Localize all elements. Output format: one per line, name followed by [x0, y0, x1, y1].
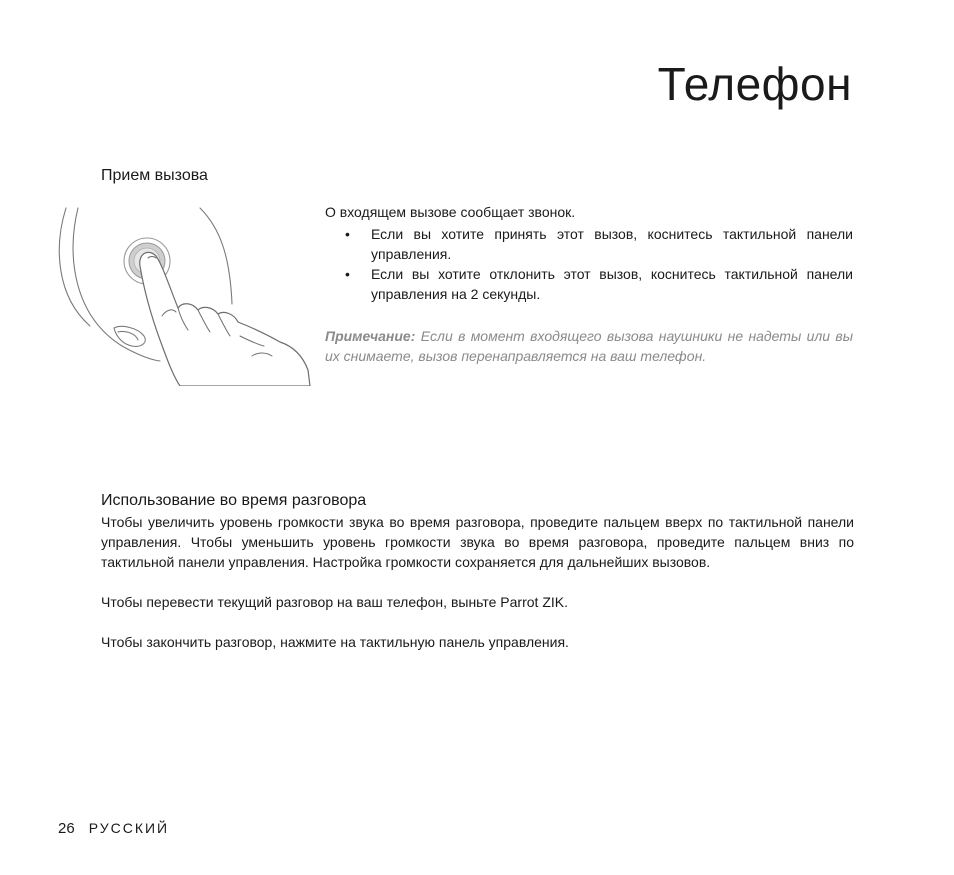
note — [325, 326, 853, 366]
note-text: Если в момент входящего вызова наушники не надеты или вы их снимаете, вызов перенаправляется на ваш телефон. — [325, 328, 854, 364]
page-title: Телефон — [657, 58, 852, 110]
section-heading-incoming-call: Прием вызова — [101, 167, 208, 184]
incoming-call-intro: О входящем вызове сообщает звонок. — [325, 204, 576, 220]
section-heading-during-call: Использование во время разговора — [101, 492, 367, 509]
page-number: 26 — [58, 820, 75, 837]
paragraph-transfer: Чтобы перевести текущий разговор на ваш телефон, выньте Parrot ZIK. — [101, 594, 568, 610]
bullet-text-reject: Если вы хотите отклонить этот вызов, коснитесь тактильной панели управления на 2 секунды. — [371, 266, 853, 302]
during-call-text — [101, 512, 854, 672]
paragraph-end-call: Чтобы закончить разговор, нажмите на тактильную панель управления. — [101, 634, 569, 650]
note-label: Примечание: — [325, 328, 416, 344]
bullet-icon: • — [345, 266, 350, 282]
bullet-text-accept: Если вы хотите принять этот вызов, коснитесь тактильной панели управления. — [371, 226, 853, 262]
finger-touch-icon — [52, 206, 312, 386]
list-item — [325, 224, 853, 264]
paragraph-volume: Чтобы увеличить уровень громкости звука во время разговора, проведите пальцем вверх по тактильной панели управления. Чтобы уменьшить уровень громкости звука во время разговора, проведите пальцем вниз по тактильной панели управления. Настройка громкости сохраняется для дальнейших вызовов. — [101, 514, 854, 570]
incoming-call-bullets — [325, 224, 853, 304]
page-footer — [58, 818, 169, 839]
bullet-icon: • — [345, 226, 350, 242]
list-item — [325, 264, 853, 304]
incoming-call-text — [325, 202, 853, 366]
language-label: РУССКИЙ — [88, 820, 170, 836]
